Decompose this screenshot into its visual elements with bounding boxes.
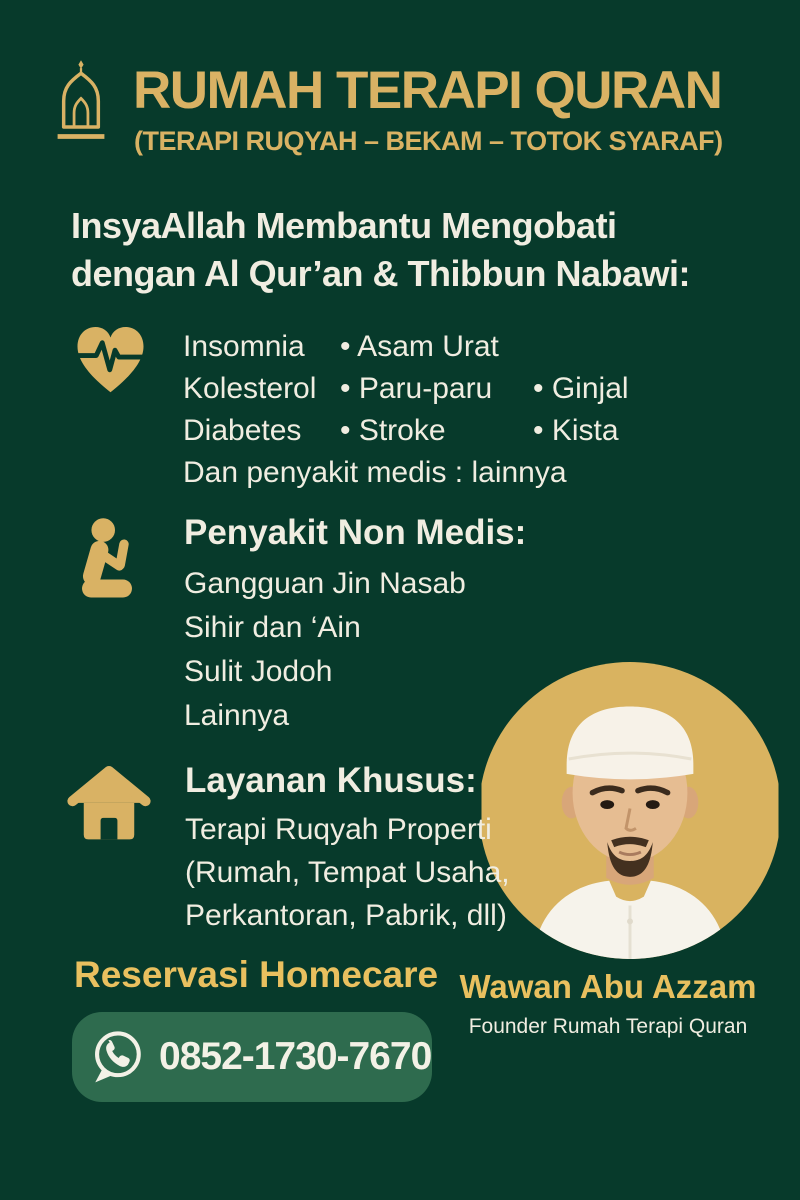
medical-condition-row bbox=[183, 410, 629, 452]
intro-heading bbox=[71, 202, 690, 298]
non-medical-heading: Penyakit Non Medis: bbox=[184, 513, 527, 552]
special-services-list bbox=[185, 808, 510, 937]
non-medical-item: Sulit Jodoh bbox=[184, 655, 333, 688]
medical-condition: • Ginjal bbox=[533, 372, 629, 405]
medical-conditions-list bbox=[183, 326, 629, 494]
founder-portrait bbox=[479, 662, 781, 959]
medical-condition: • Paru-paru bbox=[340, 372, 493, 405]
medical-condition: Insomnia bbox=[183, 330, 305, 363]
medical-condition: Kolesterol bbox=[183, 372, 317, 405]
intro-line-1: InsyaAllah Membantu Mengobati bbox=[71, 205, 617, 246]
medical-condition: Diabetes bbox=[183, 414, 302, 447]
whatsapp-button[interactable] bbox=[72, 1012, 432, 1102]
medical-condition: • Asam Urat bbox=[340, 330, 499, 363]
non-medical-item: Sihir dan ‘Ain bbox=[184, 611, 361, 644]
founder-title: Founder Rumah Terapi Quran bbox=[468, 1015, 748, 1038]
non-medical-list bbox=[184, 562, 466, 738]
founder-portrait-photo bbox=[479, 662, 781, 959]
special-service-line: (Rumah, Tempat Usaha, bbox=[185, 856, 510, 889]
poster-title: RUMAH TERAPI QURAN bbox=[133, 61, 722, 120]
medical-other-note: Dan penyakit medis : lainnya bbox=[183, 456, 567, 489]
poster-subtitle: (TERAPI RUQYAH – BEKAM – TOTOK SYARAF) bbox=[134, 126, 723, 156]
medical-condition-row bbox=[183, 326, 629, 368]
heartbeat-heart-icon bbox=[73, 324, 148, 396]
founder-credit bbox=[452, 968, 764, 1039]
whatsapp-icon bbox=[88, 1028, 146, 1086]
house-icon bbox=[66, 761, 152, 843]
non-medical-item: Gangguan Jin Nasab bbox=[184, 567, 466, 600]
special-service-line: Terapi Ruqyah Properti bbox=[185, 813, 492, 846]
non-medical-item: Lainnya bbox=[184, 699, 290, 732]
medical-condition-row bbox=[183, 368, 629, 410]
reservation-label: Reservasi Homecare bbox=[74, 954, 439, 995]
medical-condition: • Kista bbox=[533, 414, 619, 447]
whatsapp-phone-number: 0852-1730-7670 bbox=[159, 1035, 432, 1078]
mosque-dome-icon bbox=[55, 58, 107, 144]
praying-person-icon bbox=[74, 516, 140, 612]
medical-condition: • Stroke bbox=[340, 414, 446, 447]
special-services-heading: Layanan Khusus: bbox=[185, 761, 477, 800]
intro-line-2: dengan Al Qur’an & Thibbun Nabawi: bbox=[71, 253, 690, 294]
special-service-line: Perkantoran, Pabrik, dll) bbox=[185, 899, 507, 932]
founder-name: Wawan Abu Azzam bbox=[459, 968, 757, 1005]
